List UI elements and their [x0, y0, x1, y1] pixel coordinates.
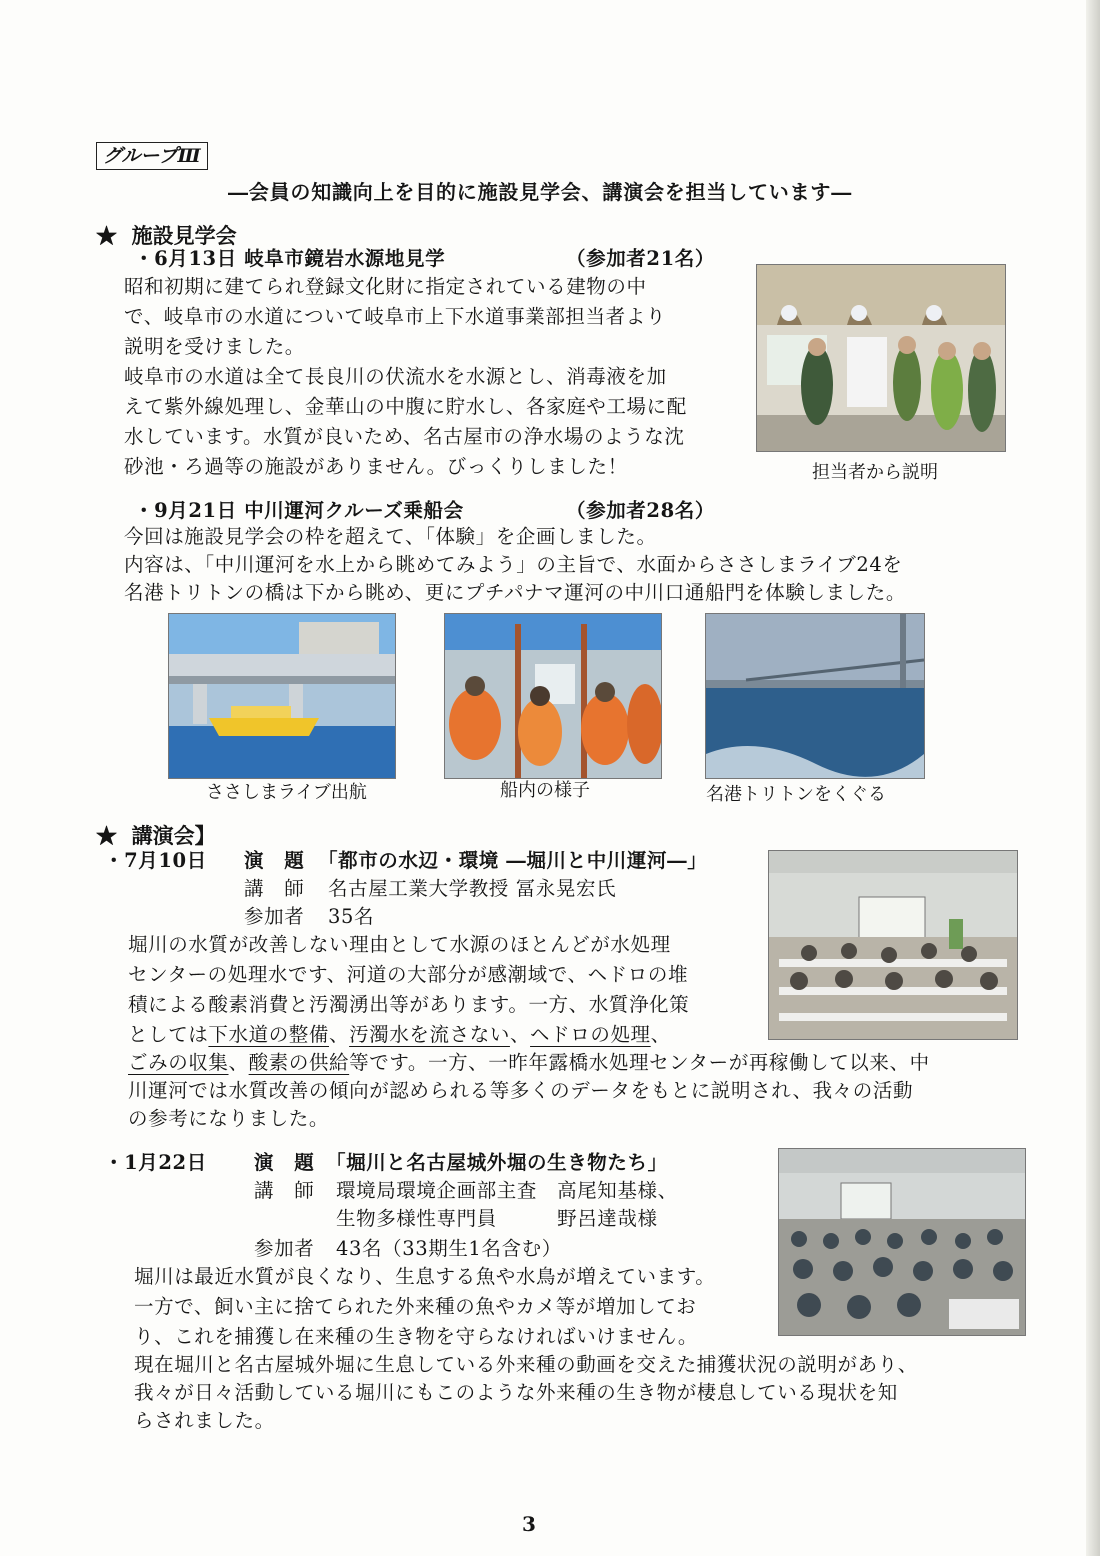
- lecture2-line: 我々が日々活動している堀川にもこのような外来種の生き物が棲息している現状を知: [134, 1381, 898, 1404]
- photo-lecture1-hall: [768, 850, 1018, 1040]
- lecture1-attendee-label: 参加者: [244, 905, 305, 928]
- caption-inside-boat: 船内の様子: [500, 780, 590, 801]
- lecture2-attendees: 43名（33期生1名含む）: [336, 1237, 562, 1260]
- lecture1-date: ・7月10日: [104, 849, 207, 872]
- lecture1-title-label: 演 題: [244, 849, 305, 872]
- lecture1-line: 堀川の水質が改善しない理由として水源のほとんどが水処理: [128, 933, 671, 956]
- lecture1-line-measures: [128, 1020, 671, 1050]
- photo-lecture2-hall: [778, 1148, 1026, 1336]
- lecture1-line: 積による酸素消費と汚濁湧出等があります。一方、水質浄化策: [128, 993, 690, 1016]
- group-label: グループⅢ: [96, 142, 208, 170]
- lecture2-line: り、これを捕獲し在来種の生き物を守らなければいけません。: [134, 1325, 698, 1348]
- event2-header: ・9月21日 中川運河クルーズ乗船会: [134, 499, 464, 522]
- event1-line: 昭和初期に建てられ登録文化財に指定されている建物の中: [124, 275, 647, 298]
- lecture1-speaker-label: 講 師: [244, 877, 305, 900]
- event1-line: 水しています。水質が良いため、名古屋市の浄水場のような沈: [124, 425, 685, 448]
- page-edge: [1086, 0, 1100, 1556]
- underlined-measure: ごみの収集: [128, 1051, 229, 1074]
- underlined-measure: 下水道の整備: [208, 1023, 330, 1046]
- lecture2-attendee-label: 参加者: [254, 1237, 315, 1260]
- facility-heading-label: 施設見学会: [131, 223, 237, 248]
- lecture1-line: センターの処理水です、河道の大部分が感潮域で、ヘドロの堆: [128, 963, 689, 986]
- lecture2-line: らされました。: [134, 1409, 275, 1432]
- photo-staff-explanation: [756, 264, 1006, 452]
- event1-line: で、岐阜市の水道について岐阜市上下水道事業部担当者より: [124, 305, 666, 328]
- event1-header: ・6月13日 岐阜市鏡岩水源地見学: [134, 247, 446, 270]
- lecture2-line: 一方で、飼い主に捨てられた外来種の魚やカメ等が増加してお: [134, 1295, 697, 1318]
- lecture2-line: 現在堀川と名古屋城外堀に生息している外来種の動画を交えた捕獲状況の説明があり、: [134, 1353, 918, 1376]
- photo-inside-boat: [444, 613, 662, 779]
- text-run: 、: [228, 1051, 249, 1074]
- event1-line: 説明を受けました。: [124, 335, 305, 358]
- event1-participants: （参加者21名）: [566, 247, 715, 270]
- underlined-measure: 汚濁水を流さない: [349, 1023, 510, 1046]
- lecture1-line: 川運河では水質改善の傾向が認められる等多くのデータをもとに説明され、我々の活動: [128, 1079, 914, 1102]
- event2-line: 今回は施設見学会の枠を超えて、「体験」を企画しました。: [124, 525, 657, 548]
- star-icon: ★: [96, 223, 117, 248]
- caption-meiko-triton: 名港トリトンをくぐる: [706, 784, 886, 805]
- lecture2-title: 「堀川と名古屋城外堀の生き物たち」: [326, 1151, 668, 1174]
- text-run: 、: [329, 1023, 350, 1046]
- underlined-measure: ヘドロの処理: [530, 1023, 651, 1046]
- lecture1-speaker: 名古屋工業大学教授 冨永晃宏氏: [328, 877, 617, 900]
- text-run: 、: [509, 1023, 531, 1046]
- photo-sasashima-departure: [168, 613, 396, 779]
- lecture2-speaker: 生物多様性専門員 野呂達哉様: [336, 1207, 658, 1230]
- star-icon: ★: [96, 823, 117, 848]
- underlined-measure: 酸素の供給: [248, 1051, 350, 1074]
- lecture-heading-label: 講演会】: [131, 823, 216, 848]
- lecture1-line-measures2: [128, 1048, 930, 1078]
- event1-line: えて紫外線処理し、金華山の中腹に貯水し、各家庭や工場に配: [124, 395, 687, 418]
- lecture1-attendees: 35名: [328, 905, 375, 928]
- text-run: 等です。一方、一昨年露橋水処理センターが再稼働して以来、中: [349, 1051, 930, 1074]
- text-run: としては: [128, 1023, 209, 1046]
- event2-line: 名港トリトンの橋は下から眺め、更にプチパナマ運河の中川口通船門を体験しました。: [124, 581, 906, 604]
- lecture1-line: の参考になりました。: [128, 1107, 330, 1130]
- lecture2-date: ・1月22日: [104, 1151, 207, 1174]
- text-run: 、: [650, 1023, 671, 1046]
- event2-participants: （参加者28名）: [566, 499, 715, 522]
- lecture2-title-label: 演 題: [254, 1151, 315, 1174]
- lecture2-line: 堀川は最近水質が良くなり、生息する魚や水鳥が増えています。: [134, 1265, 716, 1288]
- lecture2-speaker-label: 講 師: [254, 1179, 315, 1202]
- photo-meiko-triton: [705, 613, 925, 779]
- page-subtitle: ―会員の知識向上を目的に施設見学会、講演会を担当しています―: [228, 180, 852, 204]
- caption-sasashima-departure: ささしまライブ出航: [206, 782, 367, 803]
- lecture2-speaker: 環境局環境企画部主査 高尾知基様、: [336, 1179, 678, 1202]
- page-number: 3: [522, 1512, 536, 1536]
- event1-line: 砂池・ろ過等の施設がありません。びっくりしました！: [124, 455, 628, 478]
- caption-staff-explanation: 担当者から説明: [812, 462, 938, 483]
- event1-line: 岐阜市の水道は全て長良川の伏流水を水源とし、消毒液を加: [124, 365, 667, 388]
- lecture1-title: 「都市の水辺・環境 ―堀川と中川運河―」: [318, 849, 708, 872]
- event2-line: 内容は、「中川運河を水上から眺めてみよう」の主旨で、水面からささしまライブ24を: [124, 553, 903, 576]
